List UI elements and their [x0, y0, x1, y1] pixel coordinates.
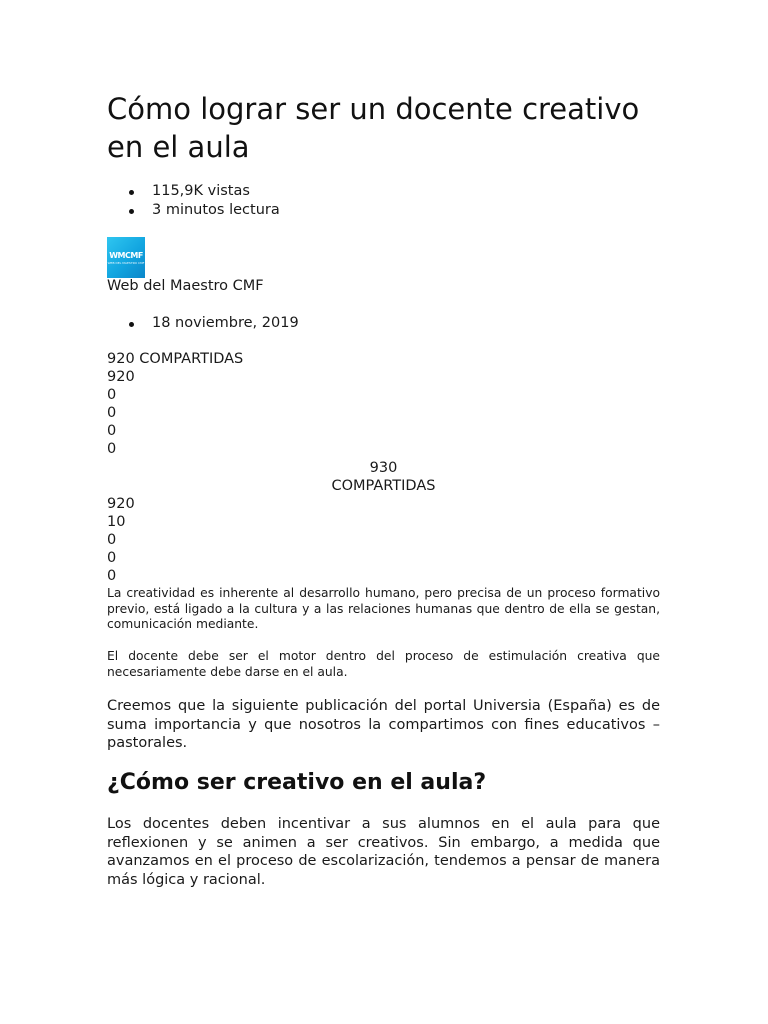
share-total-label: 920 COMPARTIDAS — [107, 351, 244, 367]
share-total-caption: COMPARTIDAS — [331, 478, 436, 494]
share-count-facebook-2[interactable]: 920 — [107, 496, 135, 512]
author-link[interactable]: Web del Maestro CMF — [107, 278, 264, 294]
share-count-email-2[interactable]: 0 — [107, 568, 117, 584]
share-counter-center — [107, 459, 660, 495]
share-total-number: 930 — [369, 460, 398, 476]
body-paragraph-2: Los docentes deben incentivar a sus alumnos en el aula para que reflexionen y se animen a ser creativos. Sin embargo, a medida que avanzamos en el proceso de escolarización, tendemos a pensar de manera más lógica y racional. — [107, 816, 660, 888]
share-count-whatsapp[interactable]: 0 — [107, 423, 117, 439]
share-count-email[interactable]: 0 — [107, 441, 117, 457]
share-count-pinterest[interactable]: 0 — [107, 405, 117, 421]
author-logo[interactable] — [107, 237, 145, 278]
logo-mark-text: WMCMF — [109, 250, 143, 260]
body-paragraph: Creemos que la siguiente publicación del portal Universia (España) es de suma importancia y que nosotros la compartimos con fines educativos – pastorales. — [107, 698, 660, 751]
article-stats-list — [107, 182, 280, 220]
read-time: 3 minutos lectura — [107, 201, 280, 220]
share-counts-bottom — [107, 495, 135, 585]
share-count-pinterest-2[interactable]: 0 — [107, 532, 117, 548]
share-counts-top — [107, 350, 243, 458]
section-heading: ¿Cómo ser creativo en el aula? — [107, 770, 487, 795]
share-count-twitter[interactable]: 0 — [107, 387, 117, 403]
intro-paragraph-2: El docente debe ser el motor dentro del proceso de estimulación creativa que necesariamente debe darse en el aula. — [107, 649, 660, 679]
intro-paragraph: La creatividad es inherente al desarrollo humano, pero precisa de un proceso formativo previo, está ligado a la cultura y a las relaciones humanas que dentro de ella se gestan, comunicación mediante. — [107, 586, 660, 631]
publish-date: 18 noviembre, 2019 — [107, 314, 299, 333]
share-count-facebook[interactable]: 920 — [107, 369, 135, 385]
share-count-twitter-2[interactable]: 10 — [107, 514, 126, 530]
article-title: Cómo lograr ser un docente creativo en el aula — [107, 92, 640, 164]
article-date-list — [107, 314, 299, 333]
logo-sub-text: WEB DEL MAESTRO CMF — [107, 260, 145, 265]
views-count: 115,9K vistas — [107, 182, 280, 201]
share-count-whatsapp-2[interactable]: 0 — [107, 550, 117, 566]
